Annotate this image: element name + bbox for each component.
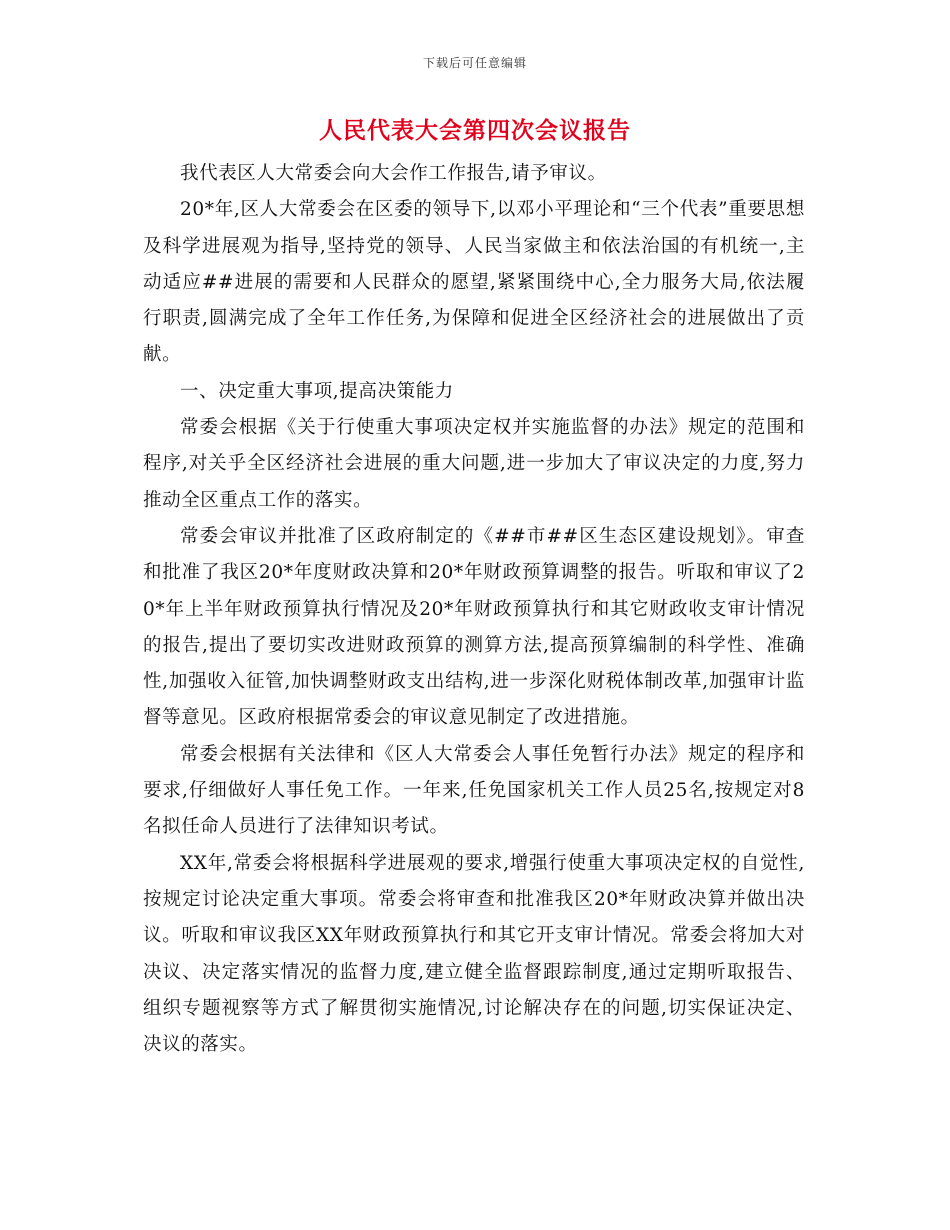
paragraph-next-year: XX年,常委会将根据科学进展观的要求,增强行使重大事项决定权的自觉性,按规定讨论决定重大事项。常委会将审查和批准我区20*年财政决算并做出决议。听取和审议我区XX年财政预算执行和其它开支审计情况。常委会将加大对决议、决定落实情况的监督力度,建立健全监督跟踪制度,通过定期听取报告、组织专题视察等方式了解贯彻实施情况,讨论解决存在的问题,切实保证决定、决议的落实。 (143, 852, 805, 1056)
paragraph-budget-review: 常委会审议并批准了区政府制定的《##市##区生态区建设规划》。审查和批准了我区20*年度财政决算和20*年财政预算调整的报告。听取和审议了20*年上半年财政预算执行情况及20*年财政预算执行和其它财政收支审计情况的报告,提出了要切实改进财政预算的测算方法,提高预算编制的科学性、准确性,加强收入征管,加快调整财政支出结构,进一步深化财税体制改革,加强审计监督等意见。区政府根据常委会的审议意见制定了改进措施。 (143, 525, 805, 729)
paragraph-overview: 20*年,区人大常委会在区委的领导下,以邓小平理论和“三个代表”重要思想及科学进展观为指导,坚持党的领导、人民当家做主和依法治国的有机统一,主动适应##进展的需要和人民群众的愿望,紧紧围绕中心,全力服务大局,依法履行职责,圆满完成了全年工作任务,为保障和促进全区经济社会的进展做出了贡献。 (143, 199, 805, 366)
page-header: 下载后可任意编辑 (422, 56, 527, 70)
document-body (143, 156, 805, 1063)
paragraph-personnel: 常委会根据有关法律和《区人大常委会人事任免暂行办法》规定的程序和要求,仔细做好人事任免工作。一年来,任免国家机关工作人员25名,按规定对8名拟任命人员进行了法律知识考试。 (143, 743, 805, 838)
section-heading-1: 一、决定重大事项,提高决策能力 (180, 380, 454, 402)
document-title: 人民代表大会第四次会议报告 (319, 117, 631, 144)
paragraph-decision-scope: 常委会根据《关于行使重大事项决定权并实施监督的办法》规定的范围和程序,对关乎全区经济社会进展的重大问题,进一步加大了审议决定的力度,努力推动全区重点工作的落实。 (143, 417, 805, 511)
paragraph-intro: 我代表区人大常委会向大会作工作报告,请予审议。 (180, 163, 607, 184)
